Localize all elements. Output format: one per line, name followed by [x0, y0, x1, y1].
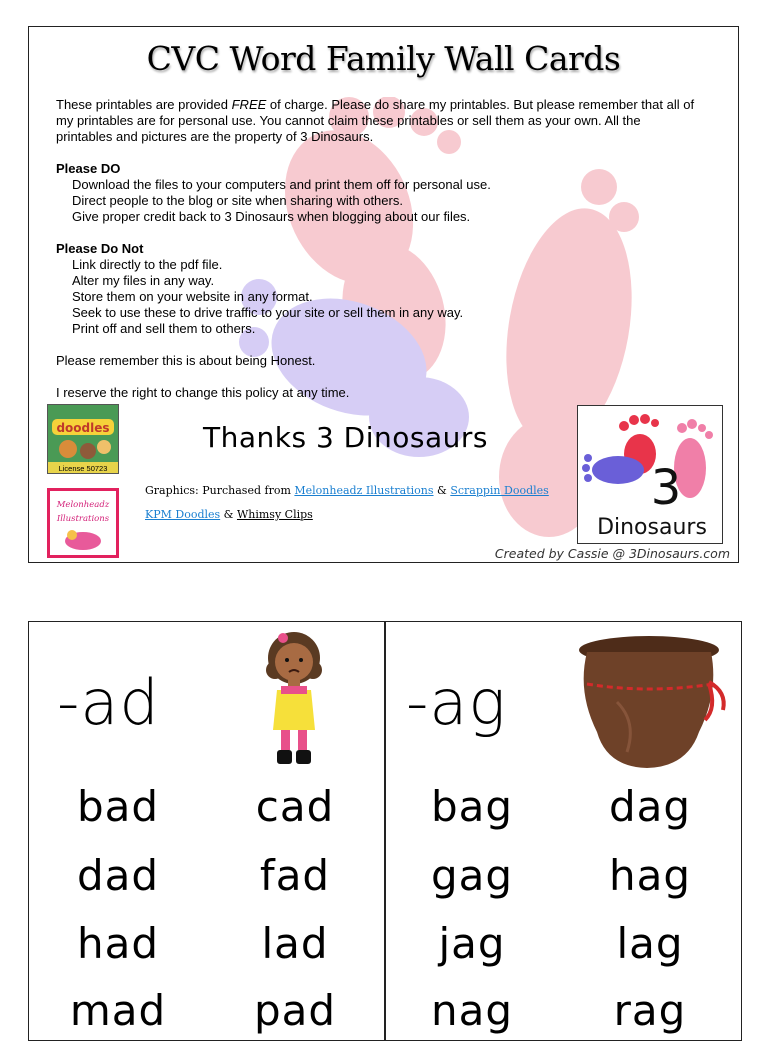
doodles-logo-art — [48, 405, 118, 473]
donot-item: Print off and sell them to others. — [72, 321, 256, 336]
intro-text-rest: of charge. Please do share my printables. But please remember that all of my printables are for personal use. You cannot claim these printables or sell them as your own. All the printables and pictures are the property of 3 Dinosaurs. — [56, 97, 695, 144]
word-bad: bad — [76, 782, 160, 831]
melonheadz-logo-art — [50, 491, 116, 555]
do-item: Direct people to the blog or site when sharing with others. — [72, 193, 403, 208]
whimsy-clips-link[interactable]: Whimsy Clips — [236, 508, 313, 521]
reserve-note: I reserve the right to change this policy at any time. — [56, 385, 350, 400]
word-dag: dag — [608, 782, 692, 831]
graphics-prefix: Graphics: Purchased from — [145, 484, 295, 497]
bag-illustration — [577, 632, 737, 772]
doodles-logo-title: doodles — [56, 421, 110, 435]
please-do-heading: Please DO — [56, 161, 121, 176]
scrappin-doodles-link[interactable]: Scrappin Doodles — [450, 484, 549, 497]
family-label-ag: -ag — [406, 666, 507, 739]
girl-illustration — [261, 630, 327, 770]
donot-item: Link directly to the pdf file. — [72, 257, 223, 272]
dino-logo-word: Dinosaurs — [597, 515, 707, 540]
card-divider — [384, 622, 386, 1040]
kpm-doodles-link[interactable]: KPM Doodles — [145, 508, 221, 521]
melonheadz-link[interactable]: Melonheadz Illustrations — [294, 484, 434, 497]
word-pad: pad — [253, 986, 337, 1035]
word-jag: jag — [438, 919, 506, 968]
melon-logo-line2: Illustrations — [56, 514, 110, 524]
please-do-not-heading: Please Do Not — [56, 241, 144, 256]
word-gag: gag — [430, 851, 514, 900]
word-lag: lag — [616, 919, 684, 968]
do-item: Give proper credit back to 3 Dinosaurs when blogging about our files. — [72, 209, 471, 224]
credits-line-2 — [145, 503, 549, 527]
free-emphasis: FREE — [231, 97, 267, 112]
melonheadz-logo — [47, 488, 119, 558]
do-item: Download the files to your computers and print them off for personal use. — [72, 177, 491, 192]
honest-note: Please remember this is about being Honest. — [56, 353, 316, 368]
melon-logo-line1: Melonheadz — [56, 500, 110, 510]
word-dad: dad — [76, 851, 160, 900]
graphics-credits — [145, 479, 549, 527]
page-title: CVC Word Family Wall Cards — [146, 39, 621, 78]
word-fad: fad — [259, 851, 331, 900]
dino-logo-number: 3 — [650, 460, 682, 516]
word-nag: nag — [430, 986, 514, 1035]
word-family-card — [28, 621, 742, 1041]
scrappin-doodles-logo — [47, 404, 119, 474]
ampersand: & — [433, 484, 451, 497]
word-bag: bag — [430, 782, 514, 831]
donot-item: Seek to use these to drive traffic to your site or sell them in any way. — [72, 305, 464, 320]
donot-item: Alter my files in any way. — [72, 273, 215, 288]
word-rag: rag — [613, 986, 687, 1035]
family-label-ad: -ad — [57, 666, 160, 739]
thanks-signature: Thanks 3 Dinosaurs — [203, 421, 488, 454]
terms-text — [56, 97, 696, 401]
word-cad: cad — [255, 782, 335, 831]
word-hag: hag — [608, 851, 692, 900]
terms-card — [28, 26, 739, 563]
intro-text: These printables are provided — [56, 97, 232, 112]
doodles-license: License 50723 — [58, 464, 108, 473]
word-lad: lad — [261, 919, 329, 968]
donot-item: Store them on your website in any format. — [72, 289, 313, 304]
dino-logo-art — [578, 406, 722, 543]
ampersand: & — [220, 508, 237, 521]
created-by-credit: Created by Cassie @ 3Dinosaurs.com — [494, 546, 730, 561]
three-dinosaurs-logo — [577, 405, 723, 544]
intro-paragraph — [56, 97, 696, 145]
word-mad: mad — [69, 986, 167, 1035]
credits-line-1 — [145, 479, 549, 503]
word-had: had — [76, 919, 160, 968]
